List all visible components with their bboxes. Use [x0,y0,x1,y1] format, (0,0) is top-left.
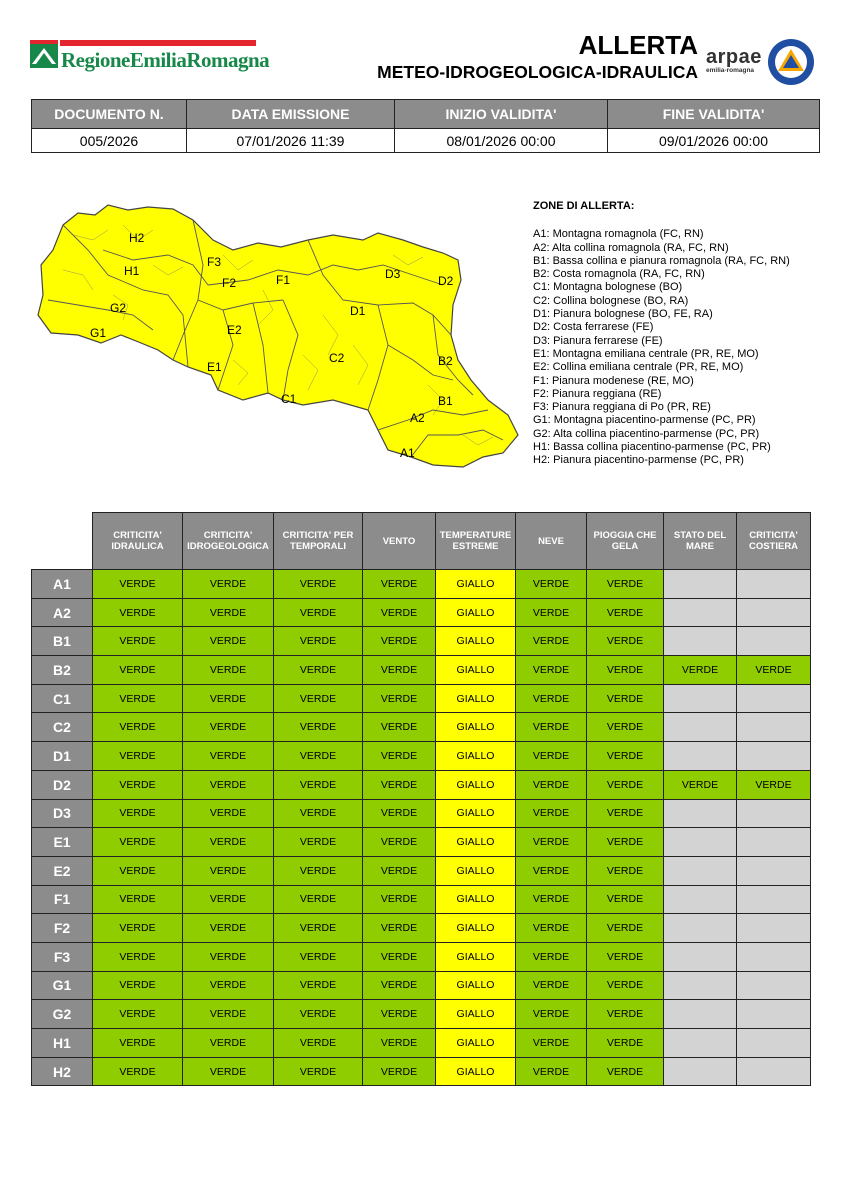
zone-cell: E2 [32,856,93,885]
table-row [32,1029,811,1058]
table-row [32,914,811,943]
empty-cell [737,1029,811,1058]
region-outline [38,205,518,467]
level-cell: VERDE [587,598,664,627]
level-cell: VERDE [516,713,587,742]
level-cell: VERDE [93,713,183,742]
legend-item: F1: Pianura modenese (RE, MO) [533,374,694,387]
level-cell: VERDE [93,1000,183,1029]
legend-item: D2: Costa ferrarese (FE) [533,321,654,334]
level-cell: VERDE [183,1029,274,1058]
level-cell: VERDE [587,770,664,799]
zone-cell: G2 [32,1000,93,1029]
table-row [32,885,811,914]
table-row [32,598,811,627]
level-cell: VERDE [183,1057,274,1086]
zone-cell: F2 [32,914,93,943]
zone-cell: D3 [32,799,93,828]
issue-date: 07/01/2026 11:39 [187,129,395,153]
criticality-body [32,570,811,1086]
legend-item: B2: Costa romagnola (RA, FC, RN) [533,268,705,281]
legend-item: E2: Collina emiliana centrale (PR, RE, MO) [533,361,744,374]
empty-cell [737,942,811,971]
level-cell: VERDE [363,856,436,885]
legend-title: ZONE DI ALLERTA: [533,200,635,212]
level-cell: VERDE [587,656,664,685]
level-cell: VERDE [274,770,363,799]
map-label-d3: D3 [385,267,401,281]
info-header-cell: DATA EMISSIONE [187,100,395,129]
level-cell: GIALLO [436,770,516,799]
level-cell: VERDE [363,942,436,971]
table-row [32,713,811,742]
level-cell: VERDE [587,684,664,713]
zone-cell: A1 [32,570,93,599]
level-cell: GIALLO [436,1000,516,1029]
level-cell: GIALLO [436,799,516,828]
level-cell: VERDE [274,656,363,685]
empty-cell [664,684,737,713]
legend-item: D3: Pianura ferrarese (FE) [533,334,663,347]
column-header: TEMPERATURE ESTREME [436,513,516,570]
level-cell: VERDE [664,656,737,685]
table-row [32,828,811,857]
level-cell: VERDE [274,914,363,943]
level-cell: VERDE [587,1029,664,1058]
arpae-logo [706,46,762,74]
level-cell: VERDE [274,1000,363,1029]
legend-item: E1: Montagna emiliana centrale (PR, RE, MO) [533,347,759,360]
regione-emilia-romagna-logo [30,40,270,74]
level-cell: GIALLO [436,1029,516,1058]
map-label-d1: D1 [350,304,366,318]
legend-item: C2: Collina bolognese (BO, RA) [533,294,689,307]
level-cell: VERDE [737,770,811,799]
level-cell: VERDE [183,942,274,971]
table-row [32,942,811,971]
level-cell: VERDE [516,828,587,857]
info-value-row [32,129,820,153]
level-cell: VERDE [363,1000,436,1029]
map-label-c1: C1 [281,392,297,406]
empty-cell [737,914,811,943]
level-cell: VERDE [93,1057,183,1086]
regione-emblem-icon [30,40,58,68]
column-header: CRITICITA' IDROGEOLOGICA [183,513,274,570]
empty-cell [664,570,737,599]
level-cell: VERDE [183,971,274,1000]
level-cell: VERDE [363,828,436,857]
empty-cell [664,799,737,828]
logo-red-bar [60,40,256,46]
level-cell: VERDE [183,570,274,599]
level-cell: VERDE [516,1057,587,1086]
level-cell: VERDE [183,856,274,885]
level-cell: VERDE [363,914,436,943]
level-cell: VERDE [516,914,587,943]
map-label-a2: A2 [410,411,425,425]
column-header: STATO DEL MARE [664,513,737,570]
zone-cell: H2 [32,1057,93,1086]
table-row [32,770,811,799]
zone-cell: F1 [32,885,93,914]
document-number: 005/2026 [32,129,187,153]
level-cell: VERDE [183,713,274,742]
alert-zones-map [33,195,523,475]
level-cell: VERDE [274,828,363,857]
empty-cell [737,1057,811,1086]
empty-cell [664,1000,737,1029]
level-cell: VERDE [274,856,363,885]
criticality-header-row [32,513,811,570]
map-label-b2: B2 [438,354,453,368]
level-cell: VERDE [587,971,664,1000]
level-cell: VERDE [363,684,436,713]
level-cell: VERDE [183,885,274,914]
zone-cell: B1 [32,627,93,656]
table-row [32,656,811,685]
level-cell: VERDE [93,627,183,656]
empty-cell [737,627,811,656]
map-label-f3: F3 [207,255,222,269]
level-cell: VERDE [93,885,183,914]
level-cell: VERDE [274,713,363,742]
level-cell: VERDE [363,656,436,685]
level-cell: GIALLO [436,885,516,914]
map-label-e2: E2 [227,323,242,337]
level-cell: VERDE [274,971,363,1000]
column-header: CRITICITA' PER TEMPORALI [274,513,363,570]
level-cell: VERDE [587,1000,664,1029]
level-cell: VERDE [93,656,183,685]
legend-item: G1: Montagna piacentino-parmense (PC, PR) [533,414,756,427]
level-cell: VERDE [737,656,811,685]
level-cell: VERDE [274,627,363,656]
page-subtitle: METEO-IDROGEOLOGICA-IDRAULICA [377,62,698,82]
empty-cell [737,828,811,857]
level-cell: VERDE [516,656,587,685]
level-cell: VERDE [93,914,183,943]
level-cell: VERDE [587,713,664,742]
level-cell: VERDE [363,971,436,1000]
level-cell: VERDE [363,570,436,599]
level-cell: VERDE [363,770,436,799]
legend-item: F2: Pianura reggiana (RE) [533,387,662,400]
empty-cell [664,885,737,914]
empty-cell [664,971,737,1000]
empty-cell [664,713,737,742]
level-cell: VERDE [587,799,664,828]
level-cell: GIALLO [436,598,516,627]
protezione-civile-icon [767,38,815,86]
zone-cell: F3 [32,942,93,971]
level-cell: VERDE [183,1000,274,1029]
table-row [32,742,811,771]
level-cell: GIALLO [436,971,516,1000]
empty-cell [737,971,811,1000]
validity-end: 09/01/2026 00:00 [608,129,820,153]
empty-cell [737,713,811,742]
level-cell: VERDE [587,942,664,971]
level-cell: VERDE [93,828,183,857]
empty-cell [737,598,811,627]
empty-cell [737,684,811,713]
empty-cell [737,856,811,885]
map-label-g1: G1 [90,326,107,340]
level-cell: VERDE [183,742,274,771]
level-cell: VERDE [93,742,183,771]
level-cell: VERDE [516,627,587,656]
map-label-g2: G2 [110,301,127,315]
map-label-h2: H2 [129,231,145,245]
table-row [32,971,811,1000]
table-row [32,799,811,828]
empty-cell [737,1000,811,1029]
empty-cell [664,1029,737,1058]
level-cell: VERDE [93,684,183,713]
map-label-f1: F1 [276,273,291,287]
level-cell: VERDE [587,570,664,599]
level-cell: GIALLO [436,742,516,771]
table-row [32,856,811,885]
legend-item: D1: Pianura bolognese (BO, FE, RA) [533,308,713,321]
level-cell: VERDE [587,914,664,943]
level-cell: VERDE [93,799,183,828]
empty-cell [737,885,811,914]
level-cell: VERDE [274,799,363,828]
level-cell: VERDE [93,770,183,799]
info-header-row [32,100,820,129]
level-cell: VERDE [183,799,274,828]
zone-cell: C2 [32,713,93,742]
level-cell: VERDE [93,570,183,599]
legend-item: A1: Montagna romagnola (FC, RN) [533,228,704,241]
column-header: CRITICITA' COSTIERA [737,513,811,570]
info-header-cell: INIZIO VALIDITA' [395,100,608,129]
level-cell: VERDE [274,885,363,914]
zone-cell: E1 [32,828,93,857]
level-cell: VERDE [183,770,274,799]
level-cell: VERDE [587,742,664,771]
empty-cell [664,828,737,857]
level-cell: GIALLO [436,942,516,971]
level-cell: GIALLO [436,656,516,685]
map-label-e1: E1 [207,360,222,374]
zone-cell: D2 [32,770,93,799]
zone-cell: D1 [32,742,93,771]
column-header: PIOGGIA CHE GELA [587,513,664,570]
map-label-d2: D2 [438,274,454,288]
level-cell: VERDE [363,713,436,742]
map-label-f2: F2 [222,276,237,290]
level-cell: VERDE [664,770,737,799]
zone-cell: G1 [32,971,93,1000]
level-cell: VERDE [183,684,274,713]
legend-item: G2: Alta collina piacentino-parmense (PC, PR) [533,427,760,440]
zones-legend [533,200,833,468]
level-cell: VERDE [93,1029,183,1058]
info-header-cell: DOCUMENTO N. [32,100,187,129]
level-cell: VERDE [516,1029,587,1058]
empty-cell [664,1057,737,1086]
level-cell: VERDE [516,942,587,971]
level-cell: VERDE [183,598,274,627]
validity-start: 08/01/2026 00:00 [395,129,608,153]
empty-cell [664,856,737,885]
table-row [32,684,811,713]
table-row [32,1057,811,1086]
level-cell: VERDE [516,570,587,599]
level-cell: VERDE [587,856,664,885]
level-cell: VERDE [363,885,436,914]
table-row [32,1000,811,1029]
zone-cell: A2 [32,598,93,627]
level-cell: VERDE [363,1029,436,1058]
level-cell: VERDE [516,856,587,885]
level-cell: VERDE [363,742,436,771]
level-cell: VERDE [516,770,587,799]
column-header: VENTO [363,513,436,570]
legend-item: B1: Bassa collina e pianura romagnola (RA, FC, RN) [533,254,790,267]
level-cell: VERDE [516,598,587,627]
level-cell: VERDE [363,627,436,656]
column-header: CRITICITA' IDRAULICA [93,513,183,570]
table-row [32,570,811,599]
zone-cell: C1 [32,684,93,713]
arpae-subbrand: emilia-romagna [706,67,755,74]
level-cell: VERDE [274,570,363,599]
level-cell: GIALLO [436,914,516,943]
empty-cell [664,742,737,771]
level-cell: VERDE [587,885,664,914]
org-name: RegioneEmiliaRomagna [61,48,270,72]
level-cell: VERDE [363,598,436,627]
level-cell: VERDE [183,914,274,943]
map-label-c2: C2 [329,351,345,365]
level-cell: VERDE [516,742,587,771]
level-cell: VERDE [93,598,183,627]
criticality-table [31,512,811,1086]
arpae-brand: arpae [706,46,762,68]
level-cell: VERDE [516,1000,587,1029]
level-cell: VERDE [274,1057,363,1086]
level-cell: VERDE [587,1057,664,1086]
level-cell: VERDE [516,971,587,1000]
legend-item: H1: Bassa collina piacentino-parmense (PC, PR) [533,441,771,454]
level-cell: GIALLO [436,713,516,742]
map-label-h1: H1 [124,264,140,278]
empty-cell [737,570,811,599]
level-cell: VERDE [93,856,183,885]
level-cell: VERDE [274,1029,363,1058]
legend-item: H2: Pianura piacentino-parmense (PC, PR) [533,454,744,467]
level-cell: VERDE [363,1057,436,1086]
level-cell: GIALLO [436,570,516,599]
map-label-a1: A1 [400,446,415,460]
level-cell: GIALLO [436,1057,516,1086]
level-cell: VERDE [516,684,587,713]
legend-item: A2: Alta collina romagnola (RA, FC, RN) [533,241,729,254]
empty-cell [737,799,811,828]
level-cell: VERDE [587,828,664,857]
level-cell: VERDE [363,799,436,828]
level-cell: GIALLO [436,856,516,885]
empty-cell [664,598,737,627]
level-cell: GIALLO [436,828,516,857]
zone-cell: B2 [32,656,93,685]
level-cell: VERDE [274,742,363,771]
level-cell: VERDE [274,598,363,627]
level-cell: VERDE [93,942,183,971]
table-row [32,627,811,656]
level-cell: GIALLO [436,684,516,713]
level-cell: VERDE [516,885,587,914]
level-cell: VERDE [587,627,664,656]
legend-item: C1: Montagna bolognese (BO) [533,281,683,294]
info-header-cell: FINE VALIDITA' [608,100,820,129]
empty-cell [737,742,811,771]
legend-item: F3: Pianura reggiana di Po (PR, RE) [533,401,711,414]
corner-cell [32,513,93,570]
level-cell: VERDE [93,971,183,1000]
level-cell: VERDE [516,799,587,828]
level-cell: VERDE [274,684,363,713]
page-title: ALLERTA [578,30,698,60]
level-cell: VERDE [274,942,363,971]
empty-cell [664,914,737,943]
level-cell: VERDE [183,828,274,857]
level-cell: VERDE [183,656,274,685]
document-info-table [31,99,820,153]
empty-cell [664,627,737,656]
map-label-b1: B1 [438,394,453,408]
column-header: NEVE [516,513,587,570]
zone-cell: H1 [32,1029,93,1058]
level-cell: VERDE [183,627,274,656]
empty-cell [664,942,737,971]
level-cell: GIALLO [436,627,516,656]
